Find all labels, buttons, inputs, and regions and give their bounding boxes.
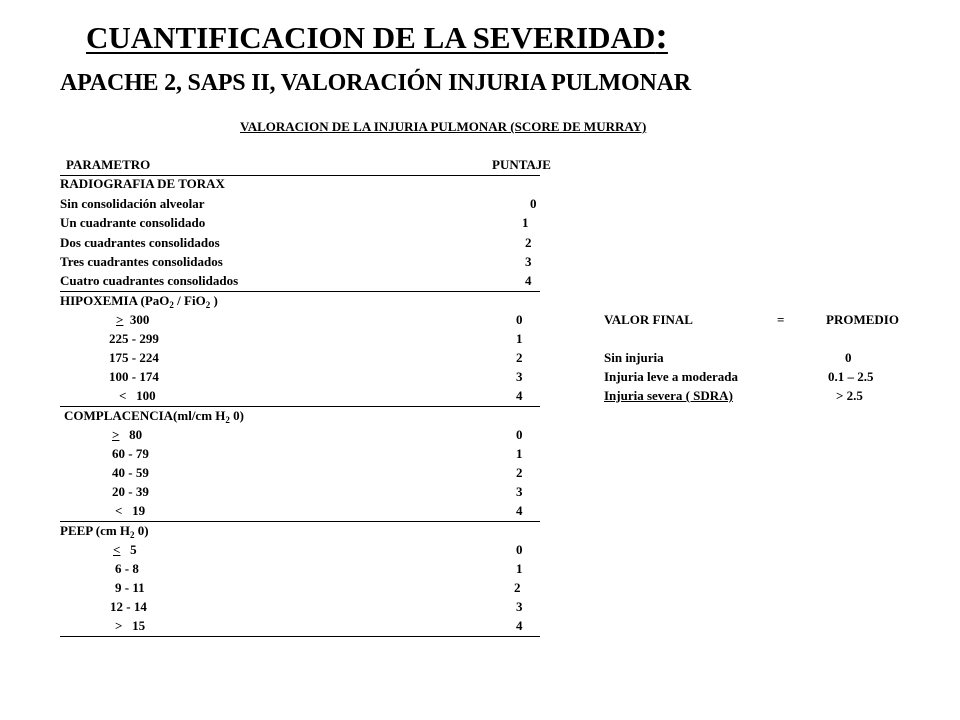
page-title: CUANTIFICACION DE LA SEVERIDAD: — [86, 15, 668, 57]
result-label: Injuria severa ( SDRA) — [604, 388, 733, 403]
table-row: 225 - 299 1 — [109, 331, 523, 346]
result-label: Sin injuria — [604, 350, 664, 365]
table-row: 6 - 8 1 — [115, 561, 523, 576]
hipoxemia-header: HIPOXEMIA (PaO$_2$ / FiO$_2$ ) — [60, 293, 218, 310]
promedio-label: PROMEDIO — [826, 312, 899, 327]
table-row: 20 - 39 3 — [112, 484, 523, 499]
result-value: 0 — [845, 350, 852, 365]
equals-sign: = — [777, 312, 785, 327]
complacencia-header: COMPLACENCIA(ml/cm $H_2$ 0) — [64, 408, 244, 425]
table-row: > 300 0 — [116, 312, 523, 327]
radiografia-header: RADIOGRAFIA DE TORAX — [60, 176, 225, 191]
column-header-row — [60, 157, 551, 176]
table-row: < 100 4 — [60, 388, 540, 407]
table-row: 9 - 11 2 — [115, 580, 521, 595]
puntaje-header: PUNTAJE — [492, 157, 551, 172]
table-row: 40 - 59 2 — [112, 465, 523, 480]
result-value: 0.1 – 2.5 — [828, 369, 874, 384]
table-row: 12 - 14 3 — [110, 599, 523, 614]
peep-header: PEEP (cm $H_2$ 0) — [60, 523, 149, 540]
result-label: Injuria leve a moderada — [604, 369, 738, 384]
table-row: Cuatro cuadrantes consolidados 4 — [60, 273, 540, 292]
section-heading: VALORACION DE LA INJURIA PULMONAR (SCORE DE MURRAY) — [240, 119, 647, 134]
table-row: < 5 0 — [113, 542, 523, 557]
page-subtitle: APACHE 2, SAPS II, VALORACIÓN INJURIA PULMONAR — [60, 70, 691, 96]
table-row: 100 - 174 3 — [109, 369, 523, 384]
parametro-header: PARAMETRO — [66, 157, 151, 172]
table-row: > 15 4 — [60, 618, 540, 637]
table-row: < 19 4 — [60, 503, 540, 522]
table-row: Sin consolidación alveolar 0 — [60, 196, 537, 211]
table-row: Dos cuadrantes consolidados 2 — [60, 235, 532, 250]
table-row: Tres cuadrantes consolidados 3 — [60, 254, 532, 269]
table-row: 175 - 224 2 — [109, 350, 523, 365]
table-row: Un cuadrante consolidado 1 — [60, 215, 529, 230]
result-value: > 2.5 — [836, 388, 863, 403]
valor-final-label: VALOR FINAL — [604, 312, 693, 327]
table-row: 60 - 79 1 — [112, 446, 523, 461]
table-row: > 80 0 — [112, 427, 523, 442]
